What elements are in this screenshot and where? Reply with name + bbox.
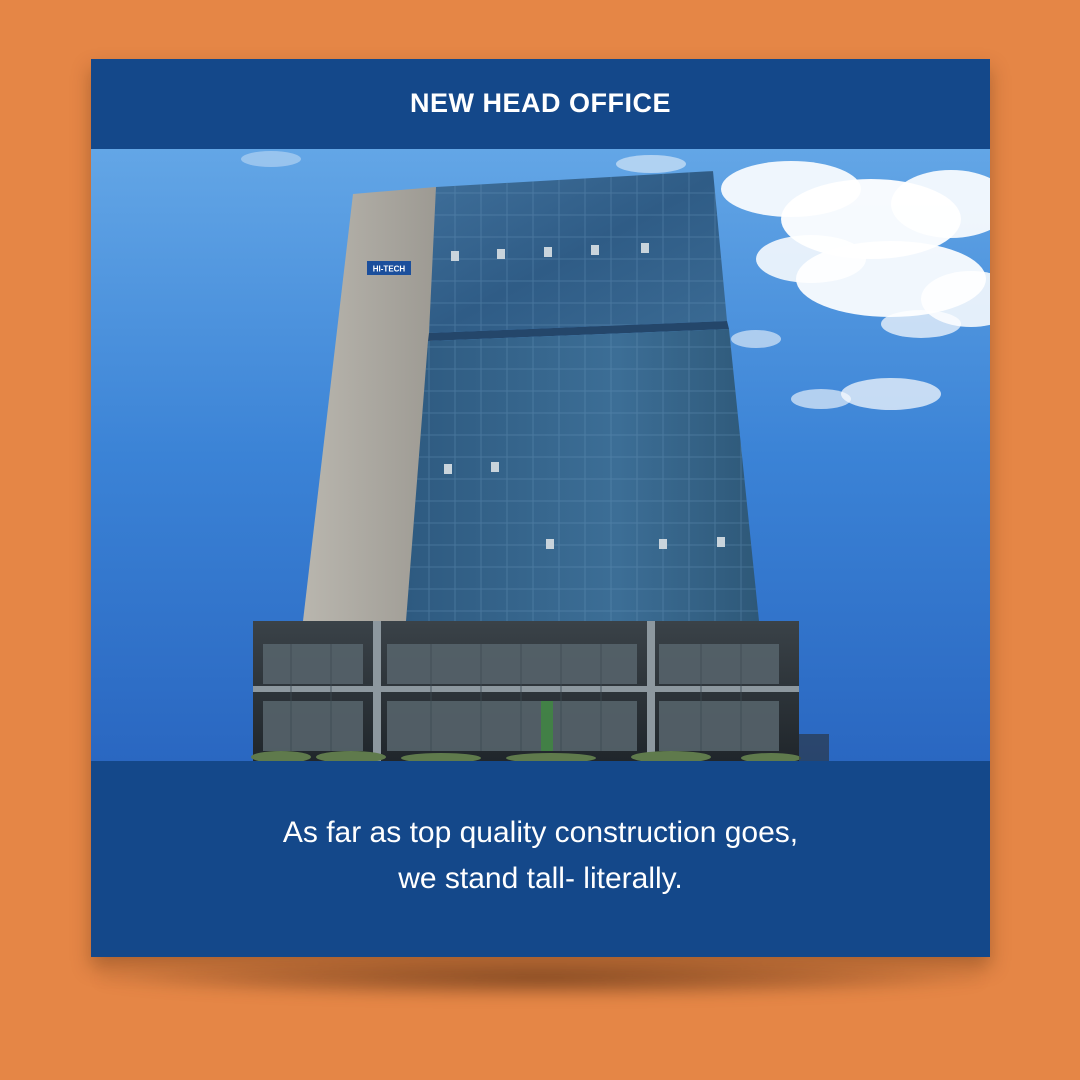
card-shadow bbox=[98, 958, 982, 998]
header-banner bbox=[91, 59, 990, 149]
post-card bbox=[91, 59, 990, 957]
tagline bbox=[283, 810, 798, 902]
footer-banner bbox=[91, 761, 990, 957]
tagline-line-2: we stand tall- literally. bbox=[398, 862, 683, 895]
building-photo bbox=[91, 149, 990, 761]
sign-text: HI-TECH bbox=[372, 264, 406, 274]
tagline-line-1: As far as top quality construction goes, bbox=[282, 816, 799, 849]
building-illustration bbox=[91, 149, 990, 761]
header-title: NEW HEAD OFFICE bbox=[410, 87, 671, 118]
